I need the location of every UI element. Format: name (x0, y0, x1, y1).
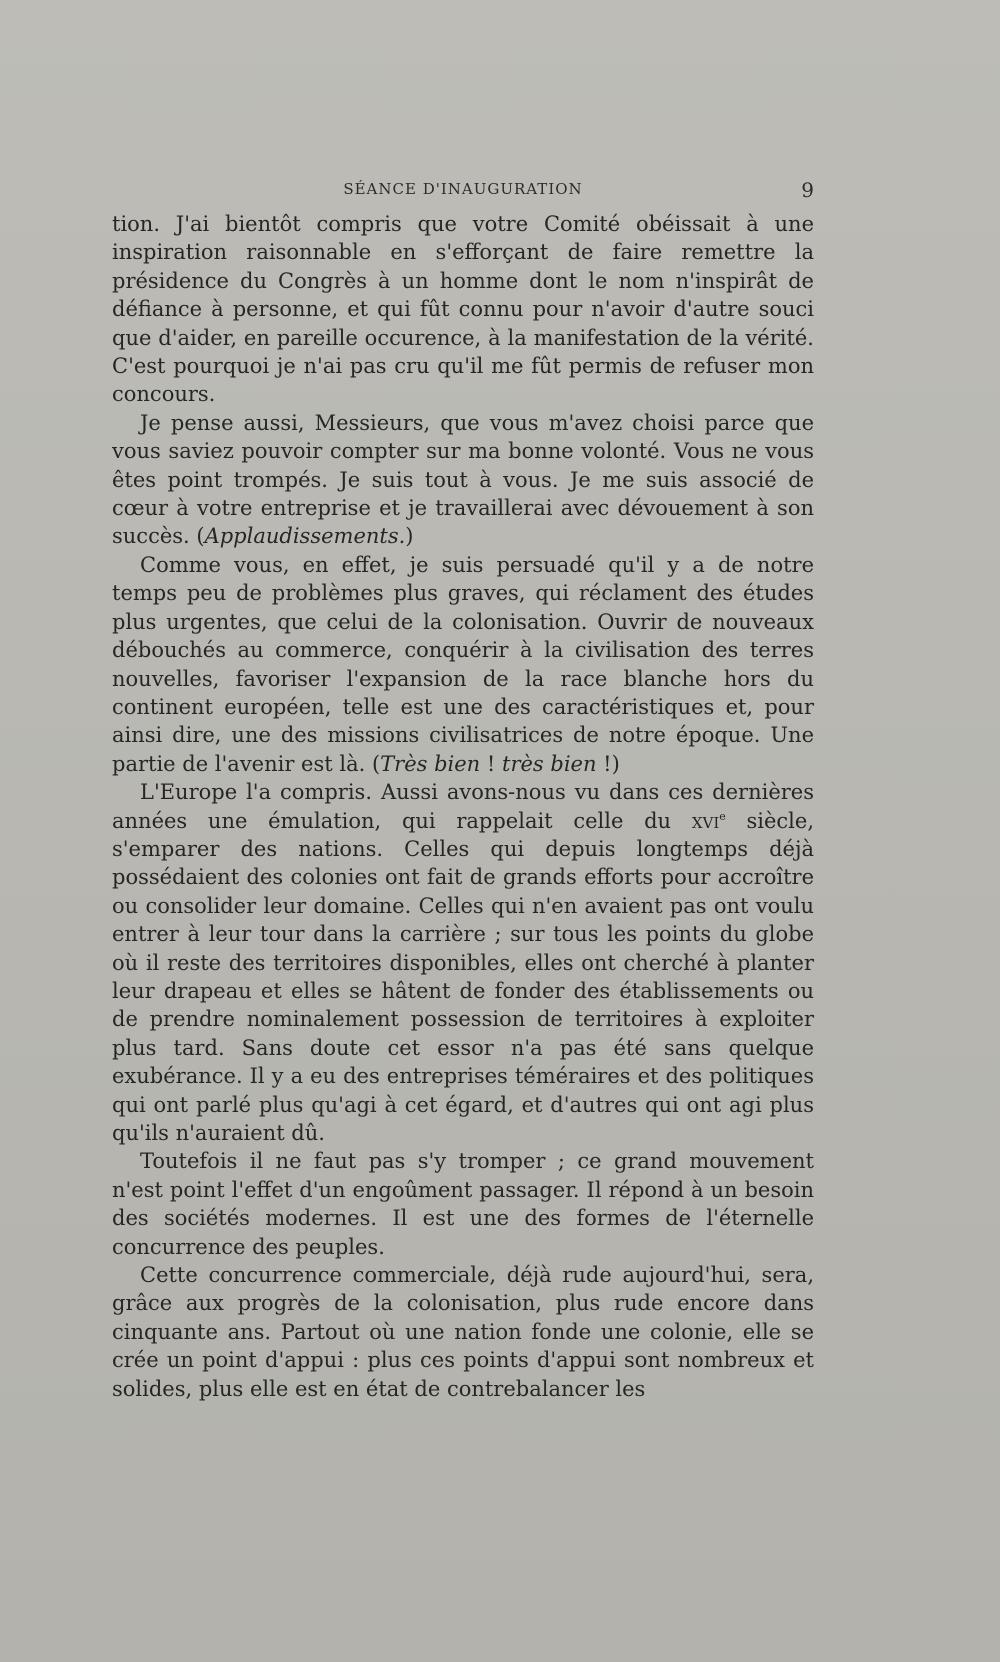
paragraph-3 (112, 551, 814, 778)
century-superscript: e (719, 809, 726, 823)
paragraph-4 (112, 778, 814, 1147)
paragraph-5 (112, 1147, 814, 1261)
century-numeral: xvi (691, 808, 720, 833)
paragraph-2-after: ) (405, 524, 414, 549)
paragraph-6 (112, 1261, 814, 1403)
running-head: SÉANCE D'INAUGURATION (343, 180, 583, 198)
paragraph-2-italic: Applaudissements. (204, 524, 406, 549)
body-text (112, 210, 814, 1403)
page-number: 9 (801, 178, 814, 202)
paragraph-4-text: siècle, s'emparer des nations. Celles qui depuis longtemps déjà possédaient des colonies ont fait de grands efforts pour accroître ou consolider leur domaine. Celles qui n'en avaient pas ont voulu entrer à leur tour dans la carrière ; sur tous les points du globe où il reste des territoires disponibles, elles ont cherché à planter leur drapeau et elles se hâtent de fonder des établissements ou de prendre nominalement possession de territoires à exploiter plus tard. Sans doute cet essor n'a pas été sans quelque exubérance. Il y a eu des entreprises téméraires et des politiques qui ont parlé plus qu'agi à cet égard, et d'autres qui ont agi plus qu'ils n'auraient dû. (112, 808, 814, 1145)
page-header (112, 180, 814, 204)
paragraph-2 (112, 409, 814, 551)
paragraph-2-text: Je pense aussi, Messieurs, que vous m'avez choisi parce que vous saviez pouvoir compter sur ma bonne volonté. Vous ne vous êtes point trompés. Je suis tout à vous. Je me suis associé de cœur à votre entreprise et je travaillerai avec dévouement à son succès. ( (112, 410, 814, 549)
paragraph-3-text: Comme vous, en effet, je suis persuadé qu'il y a de notre temps peu de problèmes plus graves, qui réclament des études plus urgentes, que celui de la colonisation. Ouvrir de nouveaux débouchés au commerce, conquérir à la civilisation des terres nouvelles, favoriser l'expansion de la race blanche hors du continent européen, telle est une des caractéristiques et, pour ainsi dire, une des missions civilisatrices de notre époque. Une partie de l'avenir est là. ( (112, 552, 814, 776)
paragraph-3-italic-2: très bien (502, 751, 597, 776)
paragraph-3-italic-1: Très bien (380, 751, 481, 776)
paragraph-3-mid: ! (480, 751, 503, 776)
paragraph-5-text: Toutefois il ne faut pas s'y tromper ; ce grand mouvement n'est point l'effet d'un engoûment passager. Il répond à un besoin des sociétés modernes. Il est une des formes de l'éternelle concurrence des peuples. (112, 1149, 814, 1259)
paragraph-6-text: Cette concurrence commerciale, déjà rude aujourd'hui, sera, grâce aux progrès de la colonisation, plus rude encore dans cinquante ans. Partout où une nation fonde une colonie, elle se crée un point d'appui : plus ces points d'appui sont nombreux et solides, plus elle est en état de contrebalancer les (112, 1263, 814, 1401)
paragraph-4-before: L'Europe l'a compris. Aussi avons-nous vu dans ces dernières années une émulation, qui rappelait celle du (112, 780, 814, 833)
paragraph-1 (112, 210, 814, 409)
paragraph-3-after: !) (596, 751, 620, 776)
paragraph-1-text: tion. J'ai bientôt compris que votre Comité obéissait à une inspiration raisonnable en s'efforçant de faire remettre la présidence du Congrès à un homme dont le nom n'inspirât de défiance à personne, et qui fût connu pour n'avoir d'autre souci que d'aider, en pareille occurence, à la manifestation de la vérité. C'est pourquoi je n'ai pas cru qu'il me fût permis de refuser mon concours. (112, 212, 814, 407)
